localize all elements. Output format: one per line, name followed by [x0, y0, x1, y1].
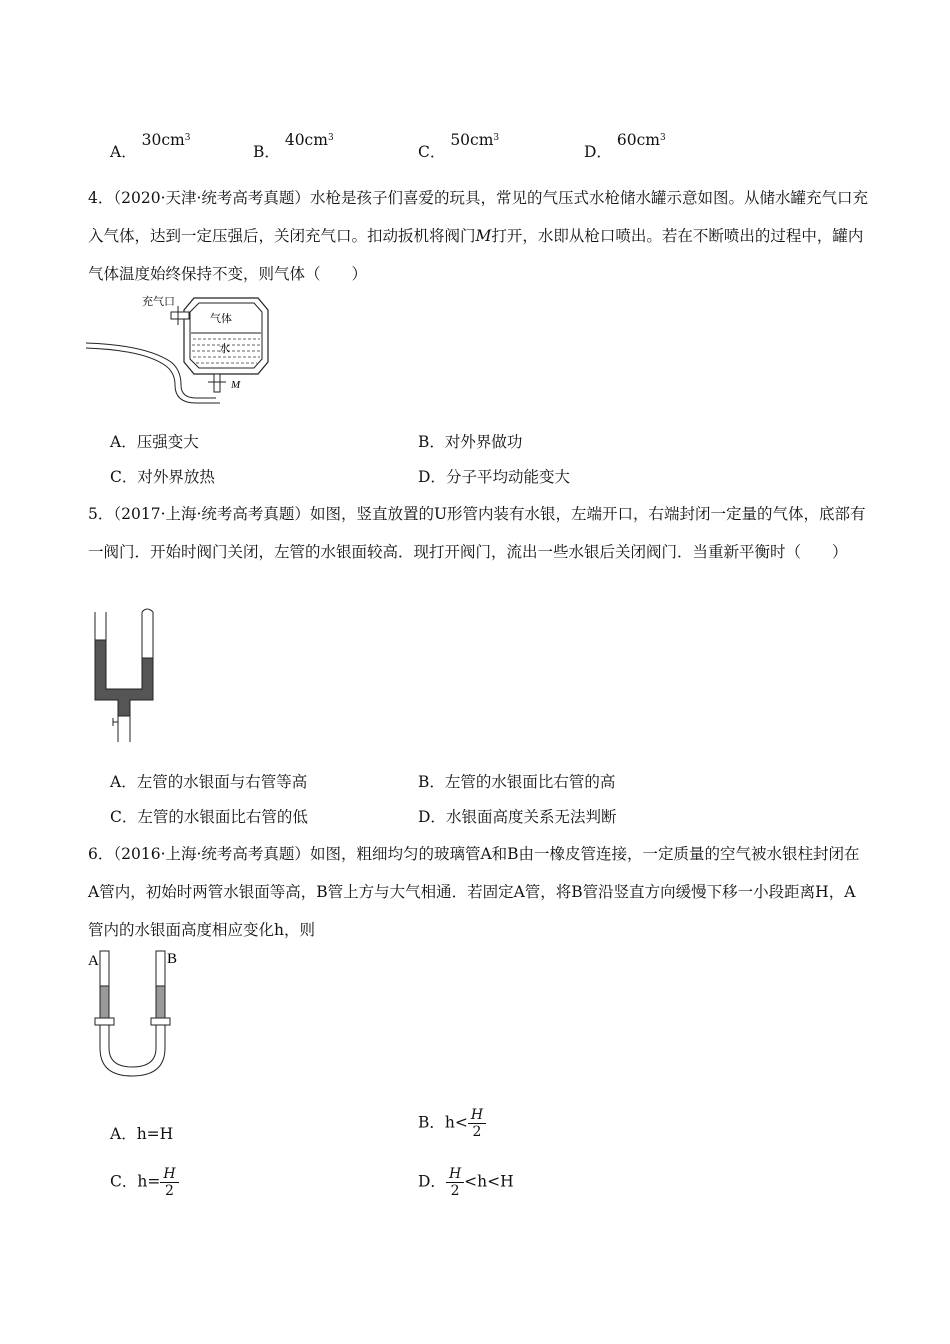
q6-stem: 6．（2016·上海·统考高考真题）如图，粗细均匀的玻璃管A和B由一橡皮管连接，一定质量的空气被水银柱封闭在A管内，初始时两管水银面等高，B管上方与大气相通．若固定A管，将B管沿竖直方向缓慢下移一小段距离H，A管内的水银面高度相应变化h，则: [88, 845, 860, 939]
fraction: $\frac{H}{2}$: [446, 1166, 464, 1199]
q5-option-b[interactable]: B．左管的水银面比右管的高: [418, 773, 616, 791]
q4-option-d[interactable]: D．分子平均动能变大: [418, 468, 570, 486]
q6-option-d[interactable]: D． $\frac{H}{2}$ <h<H: [418, 1166, 514, 1199]
fraction: $\frac{H}{2}$: [468, 1107, 486, 1140]
q4-option-b[interactable]: B．对外界做功: [418, 433, 523, 451]
label-gas: 气体: [210, 313, 232, 325]
q4-stem: 4．（2020·天津·统考高考真题）水枪是孩子们喜爱的玩具，常见的气压式水枪储水罐示意如图。从储水罐充气口充入气体，达到一定压强后，关闭充气口。扣动扳机将阀门M打开，水即从枪口喷出。若在不断喷出的过程中，罐内气体温度始终保持不变，则气体（ ）: [88, 189, 868, 283]
label-tube-b: B: [167, 951, 178, 967]
u-tube-valve-figure: [92, 612, 162, 742]
ab-tube-figure: [86, 948, 186, 1083]
water-gun-figure: [86, 290, 266, 405]
q6-option-c[interactable]: C．h= $\frac{H}{2}$: [110, 1166, 179, 1199]
q4-option-a[interactable]: A．压强变大: [110, 433, 199, 451]
q3-option-a[interactable]: A． $30cm^3$: [110, 131, 191, 161]
q5-option-c[interactable]: C．左管的水银面比右管的低: [110, 808, 308, 826]
q6-option-b[interactable]: B．h< $\frac{H}{2}$: [418, 1107, 486, 1140]
label-valve: M: [231, 379, 241, 391]
fraction: $\frac{H}{2}$: [160, 1166, 178, 1199]
q3-option-c[interactable]: C． $50cm^3$: [418, 131, 500, 161]
q3-option-b[interactable]: B． $40cm^3$: [253, 131, 334, 161]
q4-option-c[interactable]: C．对外界放热: [110, 468, 215, 486]
label-water: 水: [219, 343, 230, 355]
label-inlet: 充气口: [142, 296, 175, 308]
label-tube-a: A: [88, 953, 99, 969]
q5-option-a[interactable]: A．左管的水银面与右管等高: [110, 773, 308, 791]
q3-option-d[interactable]: D． $60cm^3$: [584, 131, 666, 161]
q6-option-a[interactable]: A．h=H: [110, 1125, 174, 1143]
q5-option-d[interactable]: D．水银面高度关系无法判断: [418, 808, 617, 826]
q5-stem: 5．（2017·上海·统考高考真题）如图，竖直放置的U形管内装有水银，左端开口，右端封闭一定量的气体，底部有一阀门．开始时阀门关闭，左管的水银面较高．现打开阀门，流出一些水银后关闭阀门．当重新平衡时（ ）: [88, 505, 866, 561]
